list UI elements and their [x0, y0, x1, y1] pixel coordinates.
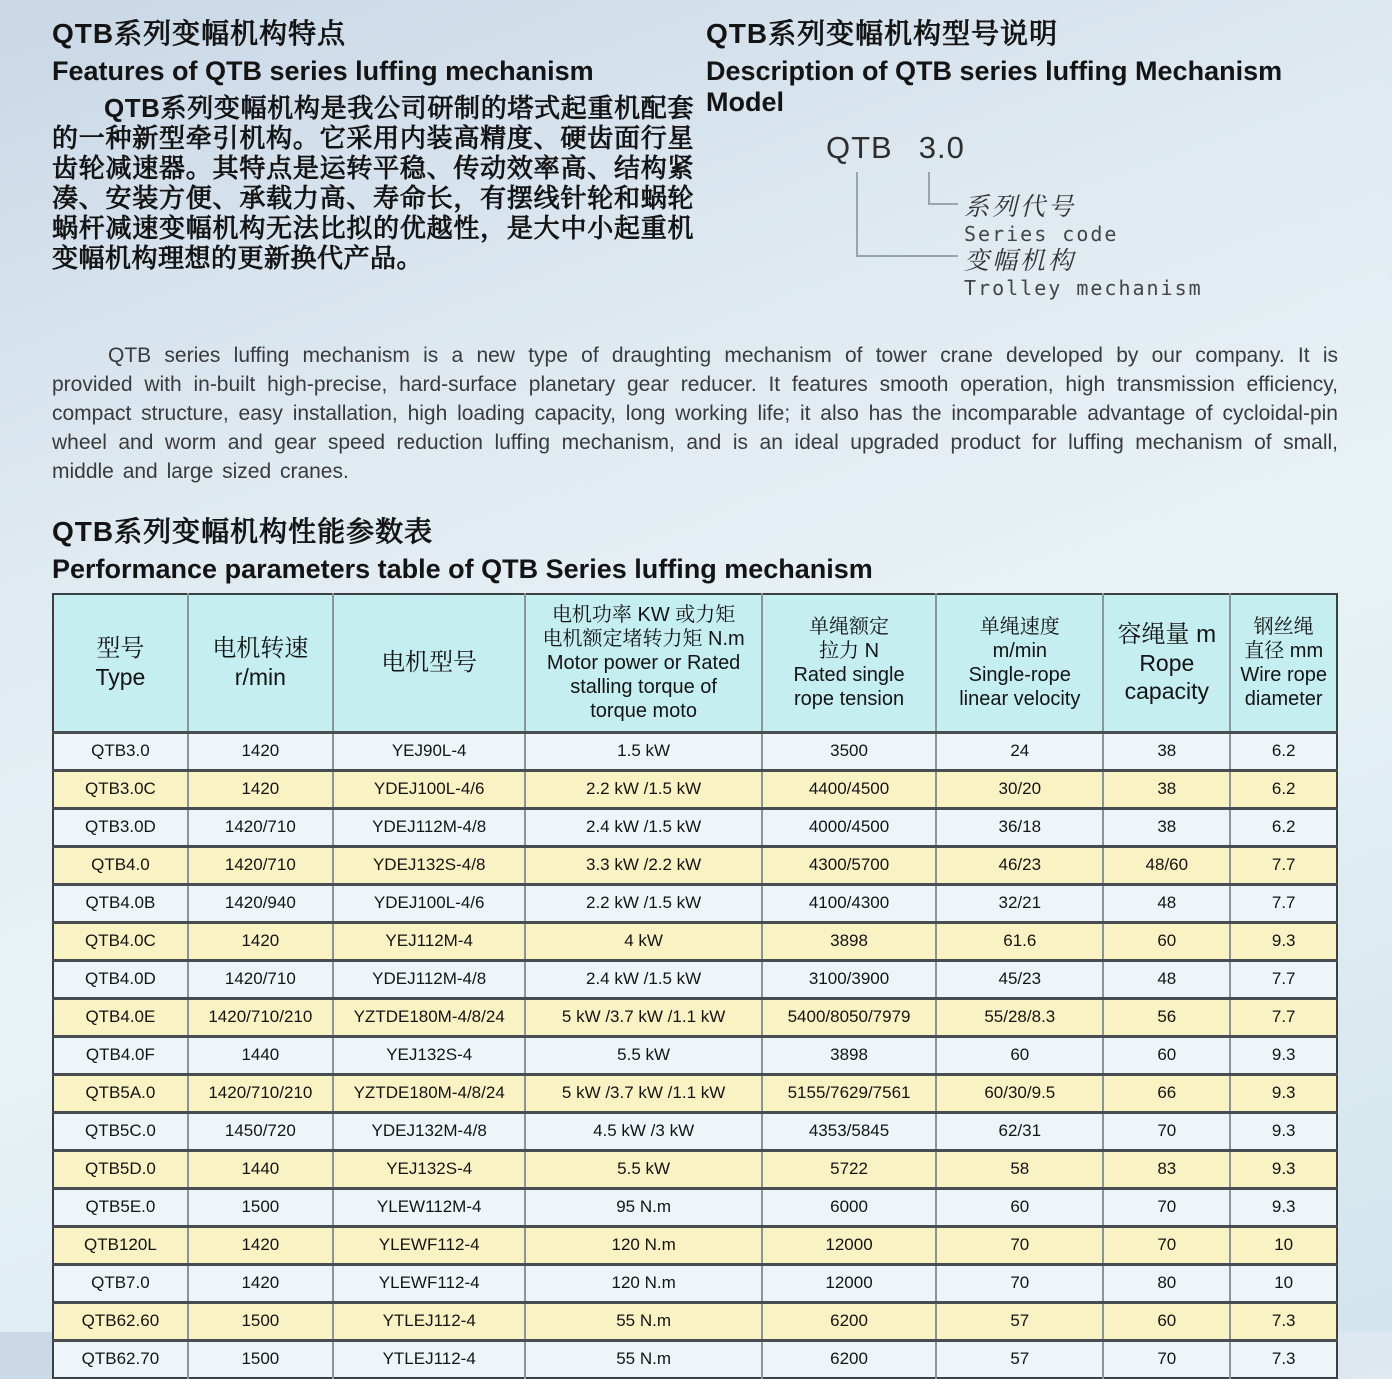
table-cell: 7.7	[1230, 884, 1337, 922]
series-code-label-zh: 系列代号	[964, 192, 1077, 221]
table-cell: 6.2	[1230, 732, 1337, 770]
model-title-zh: QTB系列变幅机构型号说明	[706, 18, 1059, 49]
table-cell: 4300/5700	[762, 846, 937, 884]
table-cell: 58	[936, 1150, 1103, 1188]
table-cell: YDEJ132M-4/8	[333, 1112, 526, 1150]
table-cell: 4100/4300	[762, 884, 937, 922]
table-cell: 38	[1103, 770, 1230, 808]
table-cell: 1420	[188, 1264, 333, 1302]
table-cell: 6.2	[1230, 770, 1337, 808]
intro-paragraph-en: QTB series luffing mechanism is a new type of draughting mechanism of tower crane developed by our company. It is provided with in-built high-precise, hard-surface planetary gear reducer. It features smooth operation, high transmission efficiency, compact structure, easy installation, high loading capacity, long working life; it also has the incomparable advantage of cycloidal-pin wheel and worm and gear speed reduction luffing mechanism, and is an ideal upgraded product for luffing mechanism of small, middle and large sized cranes.	[52, 344, 1338, 483]
table-cell: 3100/3900	[762, 960, 937, 998]
table-cell: 55 N.m	[525, 1340, 761, 1378]
table-cell: YZTDE180M-4/8/24	[333, 998, 526, 1036]
table-cell: 1420/710	[188, 846, 333, 884]
model-code-diagram	[706, 130, 1338, 315]
table-cell: QTB120L	[84, 1235, 157, 1254]
table-cell: 1500	[188, 1340, 333, 1378]
table-cell: 66	[1103, 1074, 1230, 1112]
table-row	[53, 846, 1337, 884]
table-cell: 1420	[188, 732, 333, 770]
table-cell: 5400/8050/7979	[762, 998, 937, 1036]
table-row	[53, 1188, 1337, 1226]
table-cell: 38	[1103, 732, 1230, 770]
column-header: 容绳量 m Rope capacity	[1103, 594, 1230, 732]
table-cell: 7.3	[1230, 1302, 1337, 1340]
table-cell: 38	[1103, 808, 1230, 846]
table-cell: 10	[1230, 1264, 1337, 1302]
table-cell: 1420/710	[188, 808, 333, 846]
table-cell: 32/21	[936, 884, 1103, 922]
table-cell: YEJ132S-4	[333, 1036, 526, 1074]
table-cell: 83	[1103, 1150, 1230, 1188]
table-cell: 1450/720	[188, 1112, 333, 1150]
table-cell: 10	[1230, 1226, 1337, 1264]
table-row	[53, 808, 1337, 846]
table-cell: 9.3	[1230, 1074, 1337, 1112]
features-section	[52, 8, 694, 273]
table-cell: 12000	[762, 1264, 937, 1302]
table-cell: YLEWF112-4	[333, 1264, 526, 1302]
table-cell: 62/31	[936, 1112, 1103, 1150]
table-cell: 80	[1103, 1264, 1230, 1302]
table-cell: 48/60	[1103, 846, 1230, 884]
table-cell: YDEJ100L-4/6	[333, 770, 526, 808]
table-cell: 70	[1103, 1340, 1230, 1378]
table-cell: 3.3 kW /2.2 kW	[525, 846, 761, 884]
table-cell: QTB5D.0	[84, 1159, 156, 1178]
trolley-connector-line	[856, 172, 958, 257]
table-cell: 48	[1103, 960, 1230, 998]
table-cell: QTB3.0	[91, 741, 150, 760]
table-cell: 2.4 kW /1.5 kW	[525, 808, 761, 846]
top-section	[52, 8, 1338, 315]
table-cell: 4 kW	[525, 922, 761, 960]
table-cell: YLEW112M-4	[333, 1188, 526, 1226]
table-cell: 30/20	[936, 770, 1103, 808]
table-cell: 70	[1103, 1226, 1230, 1264]
table-cell: QTB4.0	[91, 855, 150, 874]
table-cell: 6200	[762, 1302, 937, 1340]
table-header-row	[53, 594, 1337, 732]
table-cell: 70	[936, 1226, 1103, 1264]
table-cell: 61.6	[936, 922, 1103, 960]
table-cell: 55 N.m	[525, 1302, 761, 1340]
table-cell: 120 N.m	[525, 1264, 761, 1302]
table-cell: 12000	[762, 1226, 937, 1264]
trolley-mechanism-label-zh: 变幅机构	[964, 246, 1077, 275]
table-cell: 60	[1103, 922, 1230, 960]
table-cell: YEJ132S-4	[333, 1150, 526, 1188]
table-row	[53, 960, 1337, 998]
column-header: 单绳速度 m/min Single-rope linear velocity	[936, 594, 1103, 732]
table-body	[53, 732, 1337, 1378]
table-cell: 3898	[762, 922, 937, 960]
column-header: 电机功率 KW 或力矩 电机额定堵转力矩 N.m Motor power or Rated stalling torque of torque moto	[525, 594, 761, 732]
table-cell: 3500	[762, 732, 937, 770]
table-cell: 2.2 kW /1.5 kW	[525, 884, 761, 922]
table-cell: 5 kW /3.7 kW /1.1 kW	[525, 998, 761, 1036]
table-cell: YDEJ112M-4/8	[333, 808, 526, 846]
table-cell: QTB4.0D	[84, 969, 156, 988]
table-cell: 1420	[188, 1226, 333, 1264]
table-cell: YEJ90L-4	[333, 732, 526, 770]
table-cell: YTLEJ112-4	[333, 1302, 526, 1340]
column-header: 电机型号	[333, 594, 526, 732]
table-cell: YDEJ132S-4/8	[333, 846, 526, 884]
table-cell: 56	[1103, 998, 1230, 1036]
table-cell: QTB4.0F	[85, 1045, 155, 1064]
table-cell: QTB4.0E	[85, 1007, 156, 1026]
table-cell: QTB5E.0	[85, 1197, 156, 1216]
table-cell: 5.5 kW	[525, 1036, 761, 1074]
table-cell: QTB3.0C	[84, 779, 156, 798]
series-code-label-en: Series code	[964, 222, 1119, 246]
table-cell: 1420/710/210	[188, 1074, 333, 1112]
table-cell: 2.2 kW /1.5 kW	[525, 770, 761, 808]
table-cell: 55/28/8.3	[936, 998, 1103, 1036]
table-cell: 5722	[762, 1150, 937, 1188]
table-row	[53, 998, 1337, 1036]
table-cell: 120 N.m	[525, 1226, 761, 1264]
table-cell: YDEJ112M-4/8	[333, 960, 526, 998]
table-row	[53, 1150, 1337, 1188]
table-cell: 1420/940	[188, 884, 333, 922]
features-title-zh: QTB系列变幅机构特点	[52, 18, 347, 49]
table-cell: 7.3	[1230, 1340, 1337, 1378]
table-cell: QTB5C.0	[84, 1121, 156, 1140]
table-cell: 57	[936, 1340, 1103, 1378]
table-cell: QTB5A.0	[85, 1083, 156, 1102]
table-cell: 60	[1103, 1302, 1230, 1340]
table-row	[53, 770, 1337, 808]
table-cell: 1420	[188, 770, 333, 808]
table-cell: 45/23	[936, 960, 1103, 998]
table-row	[53, 1340, 1337, 1378]
table-cell: 7.7	[1230, 998, 1337, 1036]
table-cell: 70	[1103, 1188, 1230, 1226]
table-cell: 6200	[762, 1340, 937, 1378]
table-cell: 48	[1103, 884, 1230, 922]
table-row	[53, 884, 1337, 922]
table-title-zh: QTB系列变幅机构性能参数表	[52, 516, 434, 547]
table-cell: 1420	[188, 922, 333, 960]
table-cell: 9.3	[1230, 922, 1337, 960]
table-cell: 7.7	[1230, 846, 1337, 884]
table-cell: 5.5 kW	[525, 1150, 761, 1188]
table-row	[53, 1036, 1337, 1074]
parameters-table	[52, 593, 1338, 1379]
table-cell: 24	[936, 732, 1103, 770]
table-cell: 46/23	[936, 846, 1103, 884]
table-cell: 1420/710	[188, 960, 333, 998]
features-title-en: Features of QTB series luffing mechanism	[52, 56, 594, 86]
table-cell: 9.3	[1230, 1150, 1337, 1188]
table-cell: 57	[936, 1302, 1103, 1340]
table-cell: 1.5 kW	[525, 732, 761, 770]
model-code-prefix: QTB	[826, 130, 893, 165]
table-cell: QTB62.70	[81, 1349, 160, 1369]
table-cell: QTB7.0	[91, 1273, 150, 1292]
model-code-text	[826, 130, 965, 166]
table-cell: 9.3	[1230, 1188, 1337, 1226]
model-title-en: Description of QTB series luffing Mechanism Model	[706, 56, 1283, 117]
table-cell: 3898	[762, 1036, 937, 1074]
table-cell: YLEWF112-4	[333, 1226, 526, 1264]
table-row	[53, 1264, 1337, 1302]
table-cell: 4353/5845	[762, 1112, 937, 1150]
table-cell: 60	[936, 1188, 1103, 1226]
table-cell: 4400/4500	[762, 770, 937, 808]
table-cell: YEJ112M-4	[333, 922, 526, 960]
table-row	[53, 1226, 1337, 1264]
table-cell: 60	[1103, 1036, 1230, 1074]
table-cell: 60/30/9.5	[936, 1074, 1103, 1112]
table-row	[53, 1074, 1337, 1112]
table-row	[53, 1302, 1337, 1340]
table-cell: YDEJ100L-4/6	[333, 884, 526, 922]
table-cell: 5 kW /3.7 kW /1.1 kW	[525, 1074, 761, 1112]
table-cell: 4.5 kW /3 kW	[525, 1112, 761, 1150]
column-header: 钢丝绳 直径 mm Wire rope diameter	[1230, 594, 1337, 732]
table-cell: 1440	[188, 1150, 333, 1188]
table-cell: 36/18	[936, 808, 1103, 846]
table-cell: QTB4.0B	[85, 893, 156, 912]
table-cell: 2.4 kW /1.5 kW	[525, 960, 761, 998]
table-cell: 9.3	[1230, 1112, 1337, 1150]
table-cell: QTB4.0C	[84, 931, 156, 950]
column-header: 单绳额定 拉力 N Rated single rope tension	[762, 594, 937, 732]
table-cell: 5155/7629/7561	[762, 1074, 937, 1112]
table-cell: QTB3.0D	[84, 817, 156, 836]
table-cell: 70	[936, 1264, 1103, 1302]
table-cell: 6.2	[1230, 808, 1337, 846]
table-row	[53, 1112, 1337, 1150]
table-cell: 9.3	[1230, 1036, 1337, 1074]
model-description-section	[694, 8, 1338, 315]
table-cell: 1500	[188, 1188, 333, 1226]
table-cell: YTLEJ112-4	[333, 1340, 526, 1378]
table-cell: 95 N.m	[525, 1188, 761, 1226]
table-cell: 1500	[188, 1302, 333, 1340]
trolley-mechanism-label-en: Trolley mechanism	[964, 276, 1203, 300]
table-cell: 4000/4500	[762, 808, 937, 846]
table-title-en: Performance parameters table of QTB Series luffing mechanism	[52, 554, 873, 584]
table-cell: 70	[1103, 1112, 1230, 1150]
column-header: 电机转速 r/min	[188, 594, 333, 732]
table-cell: 1440	[188, 1036, 333, 1074]
table-row	[53, 922, 1337, 960]
features-paragraph-zh: QTB系列变幅机构是我公司研制的塔式起重机配套的一种新型牵引机构。它采用内装高精度、硬齿面行星齿轮减速器。其特点是运转平稳、传动效率高、结构紧凑、安装方便、承载力高、寿命长，有摆线针轮和蜗轮蜗杆减速变幅机构无法比拟的优越性，是大中小起重机变幅机构理想的更新换代产品。	[52, 93, 694, 273]
column-header: 型号 Type	[95, 635, 146, 691]
table-cell: 60	[936, 1036, 1103, 1074]
model-code-series: 3.0	[918, 130, 965, 165]
table-cell: YZTDE180M-4/8/24	[333, 1074, 526, 1112]
table-cell: QTB62.60	[81, 1311, 160, 1330]
table-cell: 6000	[762, 1188, 937, 1226]
table-row	[53, 732, 1337, 770]
table-cell: 7.7	[1230, 960, 1337, 998]
table-cell: 1420/710/210	[188, 998, 333, 1036]
